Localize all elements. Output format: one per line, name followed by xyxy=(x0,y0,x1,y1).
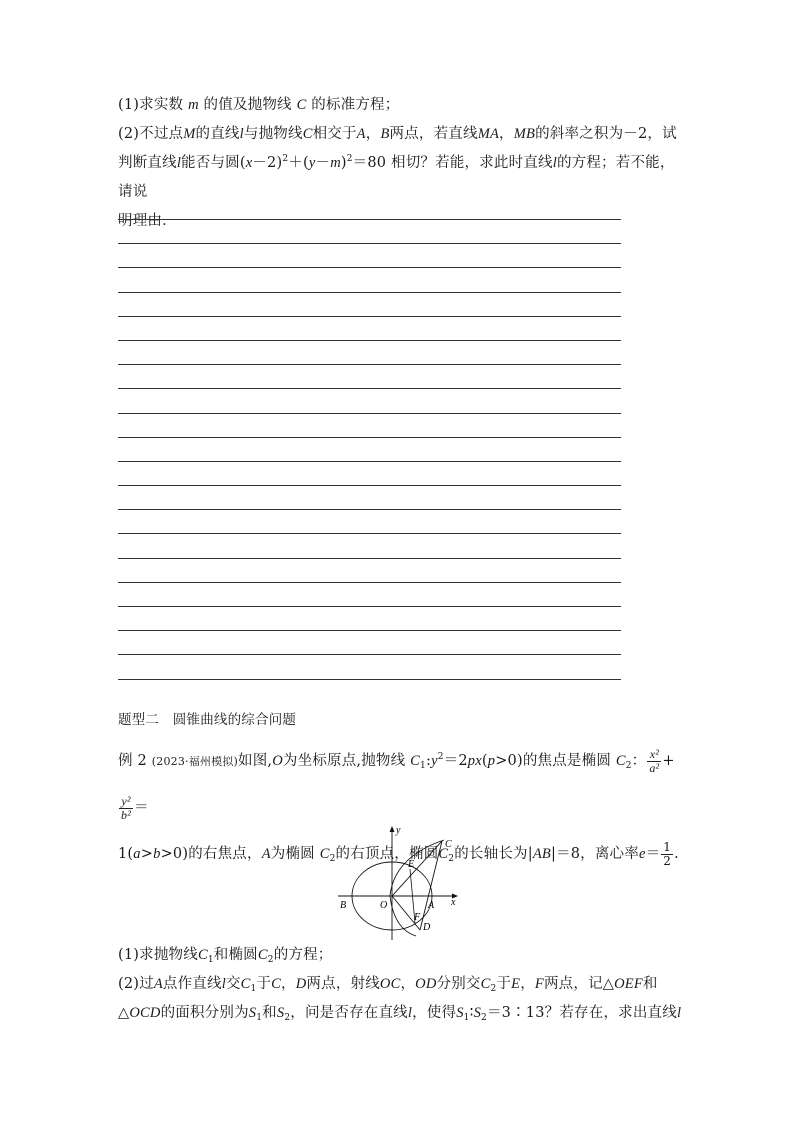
label-y: y xyxy=(396,825,401,836)
answer-line xyxy=(118,388,621,412)
answer-line xyxy=(118,243,621,267)
answer-line xyxy=(118,413,621,437)
y-axis-arrow-icon xyxy=(390,826,395,832)
example-2-part-1: (1)求抛物线$C_1$和椭圆$C_2$的方程； xyxy=(118,947,333,965)
answer-line xyxy=(118,679,621,680)
label-e: E xyxy=(408,859,415,870)
answer-line xyxy=(118,654,621,678)
answer-line xyxy=(118,364,621,388)
answer-lines xyxy=(118,219,621,680)
answer-line xyxy=(118,606,621,630)
example-2-text: 例 2 (2023·福州模拟)如图,O为坐标原点,抛物线 $C_1:y^2=2px(p>0)$的焦点是椭圆 $C_2$： $\frac{\text{x²}}{\text{a²}}$ + $\frac{\text{y²}}{\text{b²}}$ ＝ 1(a>b>0)的右焦点，A为椭圆 $C_2$的右顶点，椭圆$C_2$的长轴长为|AB|＝8，离心率e＝ $\frac{1}{2}$ . xyxy=(118,746,679,868)
section-heading: 题型二 圆锥曲线的综合问题 xyxy=(118,712,297,728)
question-part-1: (1)求实数 m 的值及抛物线 C 的标准方程； xyxy=(118,97,400,113)
ellipse-parabola-figure xyxy=(336,823,464,943)
label-x: x xyxy=(451,897,456,908)
answer-line xyxy=(118,533,621,557)
ray-oc xyxy=(392,841,442,896)
fraction-y2-b2: $\frac{\text{y²}}{\text{b²}}$ xyxy=(121,793,131,822)
answer-line xyxy=(118,461,621,485)
answer-line xyxy=(118,509,621,533)
answer-line xyxy=(118,558,621,582)
answer-line xyxy=(118,267,621,291)
answer-line xyxy=(118,485,621,509)
answer-line xyxy=(118,292,621,316)
answer-line xyxy=(118,437,621,461)
answer-line xyxy=(118,219,621,243)
label-f: F xyxy=(414,912,421,923)
answer-line xyxy=(118,340,621,364)
answer-line xyxy=(118,582,621,606)
fraction-x2-a2: $\frac{\text{x²}}{\text{a²}}$ xyxy=(649,746,660,775)
fraction-one-half: $\frac{1}{2}$ xyxy=(663,839,672,868)
label-o: O xyxy=(380,900,388,911)
label-a: A xyxy=(428,900,435,911)
line-l xyxy=(420,841,442,930)
answer-line xyxy=(118,316,621,340)
label-d: D xyxy=(423,922,431,933)
label-c: C xyxy=(445,839,452,850)
question-part-2: (2)不过点M的直线l与抛物线C相交于A，B两点，若直线MA，MB的斜率之积为－2，试 判断直线l能否与圆$(x-2)^2+(y-m)^2=80$ 相切？若能，求此时直线l的方程；若不能，请说 明理由． xyxy=(118,126,677,229)
answer-line xyxy=(118,630,621,654)
label-b: B xyxy=(340,900,347,911)
example-2-part-2: (2)过A点作直线l交$C_1$于C，D两点，射线OC，OD分别交$C_2$于E，F两点，记△OEF和 △OCD的面积分别为$S_1$和$S_2$，问是否存在直线l，使得$S_1∶S_2=3∶13$？若存在，求出直线l xyxy=(118,976,682,1023)
